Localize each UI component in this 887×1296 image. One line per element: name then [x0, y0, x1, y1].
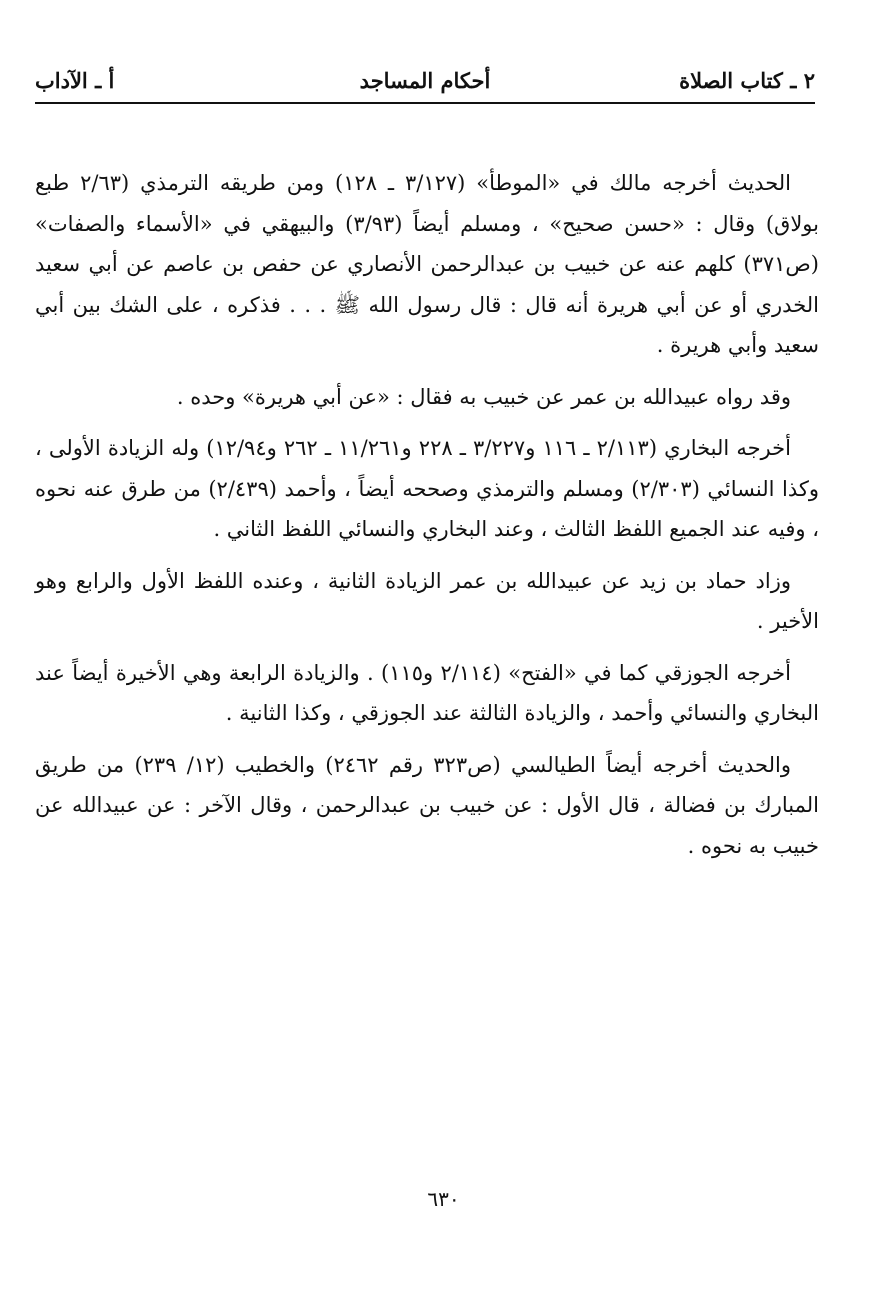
header-chapter: ٢ ـ كتاب الصلاة [679, 68, 815, 93]
page-number: ٦٣٠ [427, 1187, 460, 1211]
paragraph: أخرجه الجوزقي كما في «الفتح» (٢/١١٤ و١١٥) . والزيادة الرابعة وهي الأخيرة أيضاً عند البخاري والنسائي وأحمد ، والزيادة الثالثة عند الجوزقي ، وكذا الثانية . [35, 660, 819, 725]
header-subsection: أ ـ الآداب [35, 68, 115, 93]
body-text [35, 163, 819, 877]
running-header [35, 68, 815, 104]
paragraph: وقد رواه عبيدالله بن عمر عن خبيب به فقال : «عن أبي هريرة» وحده . [176, 384, 791, 409]
header-section: أحكام المساجد [359, 68, 491, 93]
paragraph: وزاد حماد بن زيد عن عبيدالله بن عمر الزيادة الثانية ، وعنده اللفظ الأول والرابع وهو الأخير . [35, 568, 819, 633]
paragraph: الحديث أخرجه مالك في «الموطأ» (٣/١٢٧ ـ ١٢٨) ومن طريقه الترمذي (٢/٦٣ طبع بولاق) وقال : «حسن صحيح» ، ومسلم أيضاً (٣/٩٣) والبيهقي في «الأسماء والصفات» (ص٣٧١) كلهم عنه عن خبيب بن عبدالرحمن الأنصاري عن حفص بن عاصم عن أبي سعيد الخدري أو عن أبي هريرة أنه قال : قال رسول الله ﷺ . . . فذكره ، على الشك بين أبي سعيد وأبي هريرة . [35, 171, 819, 357]
paragraph: أخرجه البخاري (٢/١١٣ ـ ١١٦ و٣/٢٢٧ ـ ٢٢٨ و١١/٢٦١ ـ ٢٦٢ و١٢/٩٤) وله الزيادة الأولى ، وكذا النسائي (٢/٣٠٣) ومسلم والترمذي وصححه أيضاً ، وأحمد (٢/٤٣٩) من طرق عنه نحوه ، وفيه عند الجميع اللفظ الثالث ، وعند البخاري والنسائي اللفظ الثاني . [35, 436, 819, 541]
paragraph: والحديث أخرجه أيضاً الطيالسي (ص٣٢٣ رقم ٢٤٦٢) والخطيب (١٢/ ٢٣٩) من طريق المبارك بن فضالة ، قال الأول : عن خبيب بن عبدالرحمن ، وقال الآخر : عن عبيدالله عن خبيب به نحوه . [35, 752, 819, 858]
